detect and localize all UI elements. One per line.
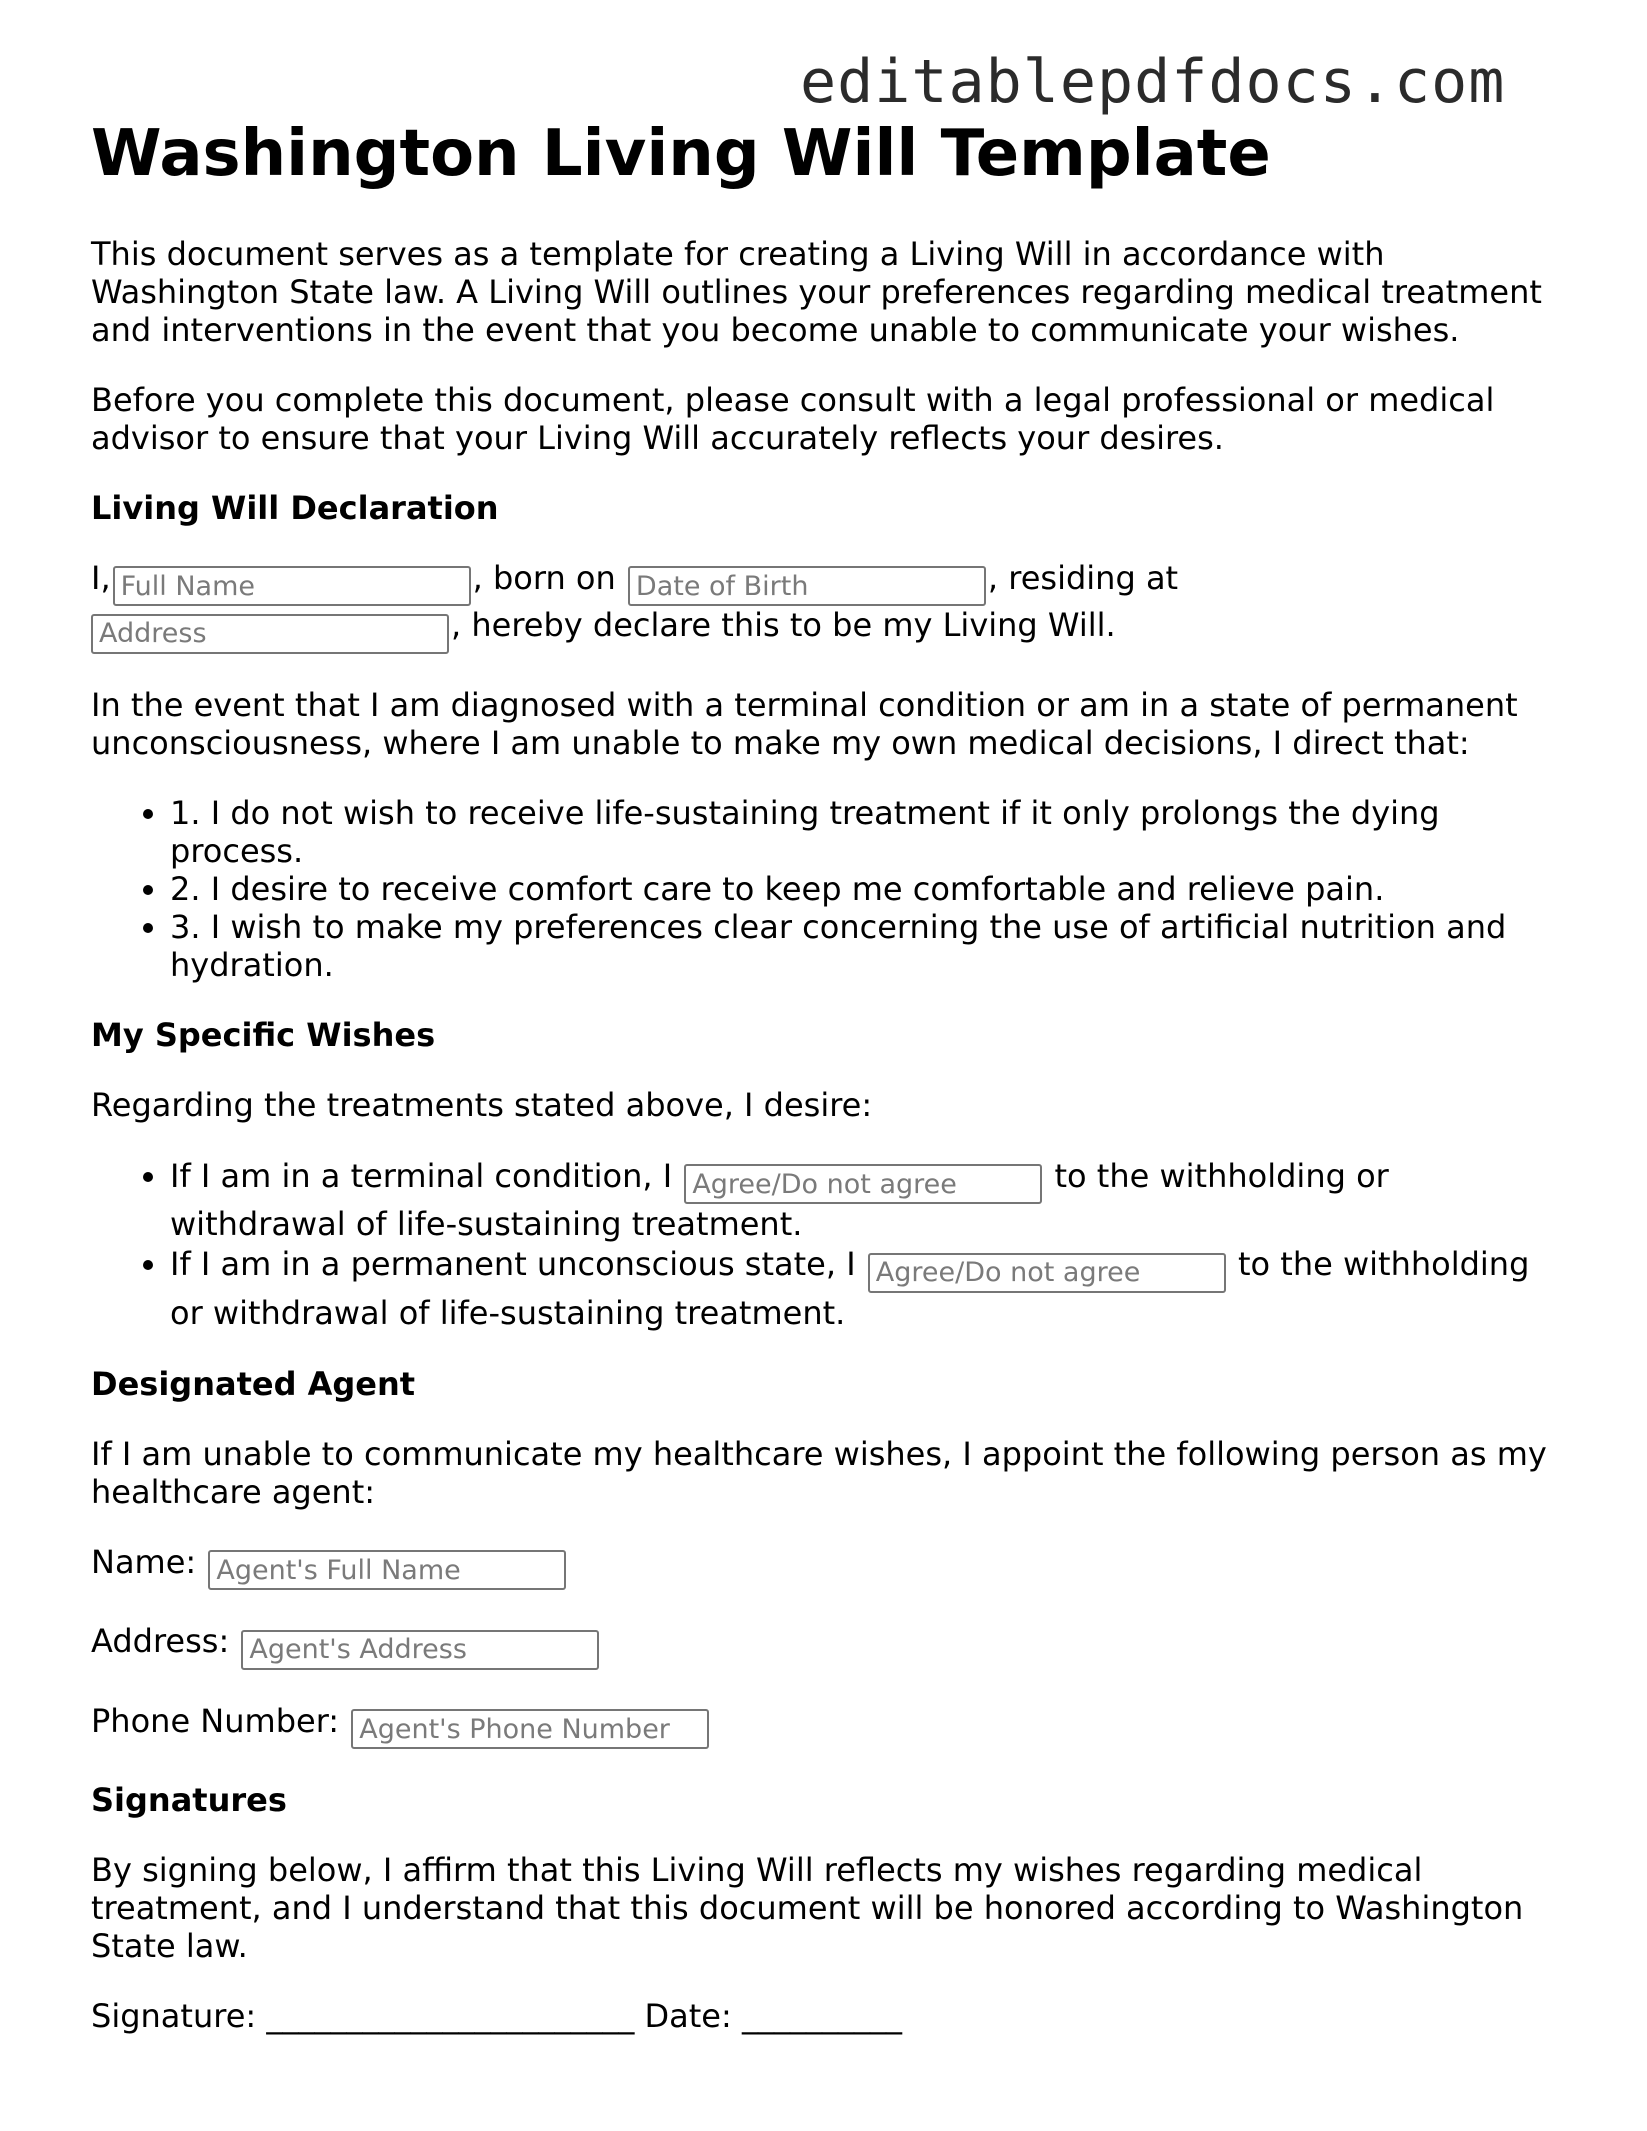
list-item xyxy=(170,1244,1561,1333)
signatures-heading: Signatures xyxy=(91,1781,287,1820)
list-item: • 1. I do not wish to receive life-sustaining treatment if it only prolongs the dying process. xyxy=(170,794,1561,870)
unconscious-agree-input[interactable] xyxy=(868,1253,1226,1293)
date-of-birth-input[interactable] xyxy=(628,566,986,606)
unconscious-prefix: If I am in a permanent unconscious state, I xyxy=(170,1245,856,1284)
document-page xyxy=(91,116,1561,2067)
list-item: • 2. I desire to receive comfort care to keep me comfortable and relieve pain. xyxy=(170,870,1561,908)
terminal-prefix: If I am in a terminal condition, I xyxy=(170,1156,673,1195)
agent-name-input[interactable] xyxy=(208,1550,566,1590)
declaration-suffix: , hereby declare this to be my Living Will. xyxy=(451,606,1116,645)
born-on-text: , born on xyxy=(472,558,616,597)
intro-paragraph-1: This document serves as a template for creating a Living Will in accordance with Washington State law. A Living Will outlines your preferences regarding medical treatment and interventions in the event that you become unable to communicate your wishes. xyxy=(91,234,1542,349)
unconscious-suffix: to the withholding or withdrawal of life-sustaining treatment. xyxy=(170,1245,1530,1332)
signature-label: Signature: xyxy=(91,1997,257,2036)
address-input[interactable] xyxy=(91,614,449,654)
agent-name-label: Name: xyxy=(91,1542,197,1581)
page-title: Washington Living Will Template xyxy=(91,117,1271,191)
declaration-heading: Living Will Declaration xyxy=(91,488,499,527)
agent-phone-label: Phone Number: xyxy=(91,1701,340,1740)
terminal-suffix: to the withholding or withdrawal of life-sustaining treatment. xyxy=(170,1156,1389,1244)
agent-address-label: Address: xyxy=(91,1622,230,1661)
watermark: editablepdfdocs.com xyxy=(800,47,1506,117)
signature-row xyxy=(91,1997,1561,2035)
wishes-list xyxy=(91,1156,1561,1333)
agent-phone-row xyxy=(91,1702,1561,1750)
declaration-statement xyxy=(91,559,1561,654)
condition-paragraph: In the event that I am diagnosed with a terminal condition or am in a state of permanent unconsciousness, where I am unable to make my own medical decisions, I direct that: xyxy=(91,685,1518,762)
list-item: • 3. I wish to make my preferences clear concerning the use of artificial nutrition and hydration. xyxy=(170,908,1561,984)
signatures-text: By signing below, I affirm that this Living Will reflects my wishes regarding medical treatment, and I understand that this document will be honored according to Washington State law. xyxy=(91,1851,1524,1966)
date-label: Date: xyxy=(644,1997,732,2036)
agent-address-row xyxy=(91,1622,1561,1670)
signature-line[interactable]: _______________________ xyxy=(266,1997,635,2036)
agent-address-input[interactable] xyxy=(241,1630,599,1670)
wishes-intro: Regarding the treatments stated above, I desire: xyxy=(91,1085,873,1124)
declaration-prefix: I, xyxy=(91,558,111,597)
list-item xyxy=(170,1156,1561,1245)
agent-name-row xyxy=(91,1543,1561,1591)
agent-intro: If I am unable to communicate my healthcare wishes, I appoint the following person as my healthcare agent: xyxy=(91,1434,1547,1511)
agent-phone-input[interactable] xyxy=(351,1709,709,1749)
date-line[interactable]: __________ xyxy=(741,1997,902,2036)
terminal-agree-input[interactable] xyxy=(684,1164,1042,1204)
full-name-input[interactable] xyxy=(113,566,471,606)
specific-wishes-heading: My Specific Wishes xyxy=(91,1015,436,1054)
intro-paragraph-2: Before you complete this document, please consult with a legal professional or medical advisor to ensure that your Living Will accurately reflects your desires. xyxy=(91,380,1495,457)
designated-agent-heading: Designated Agent xyxy=(91,1364,416,1403)
residing-at-text: , residing at xyxy=(987,558,1179,597)
directives-list xyxy=(91,794,1561,984)
